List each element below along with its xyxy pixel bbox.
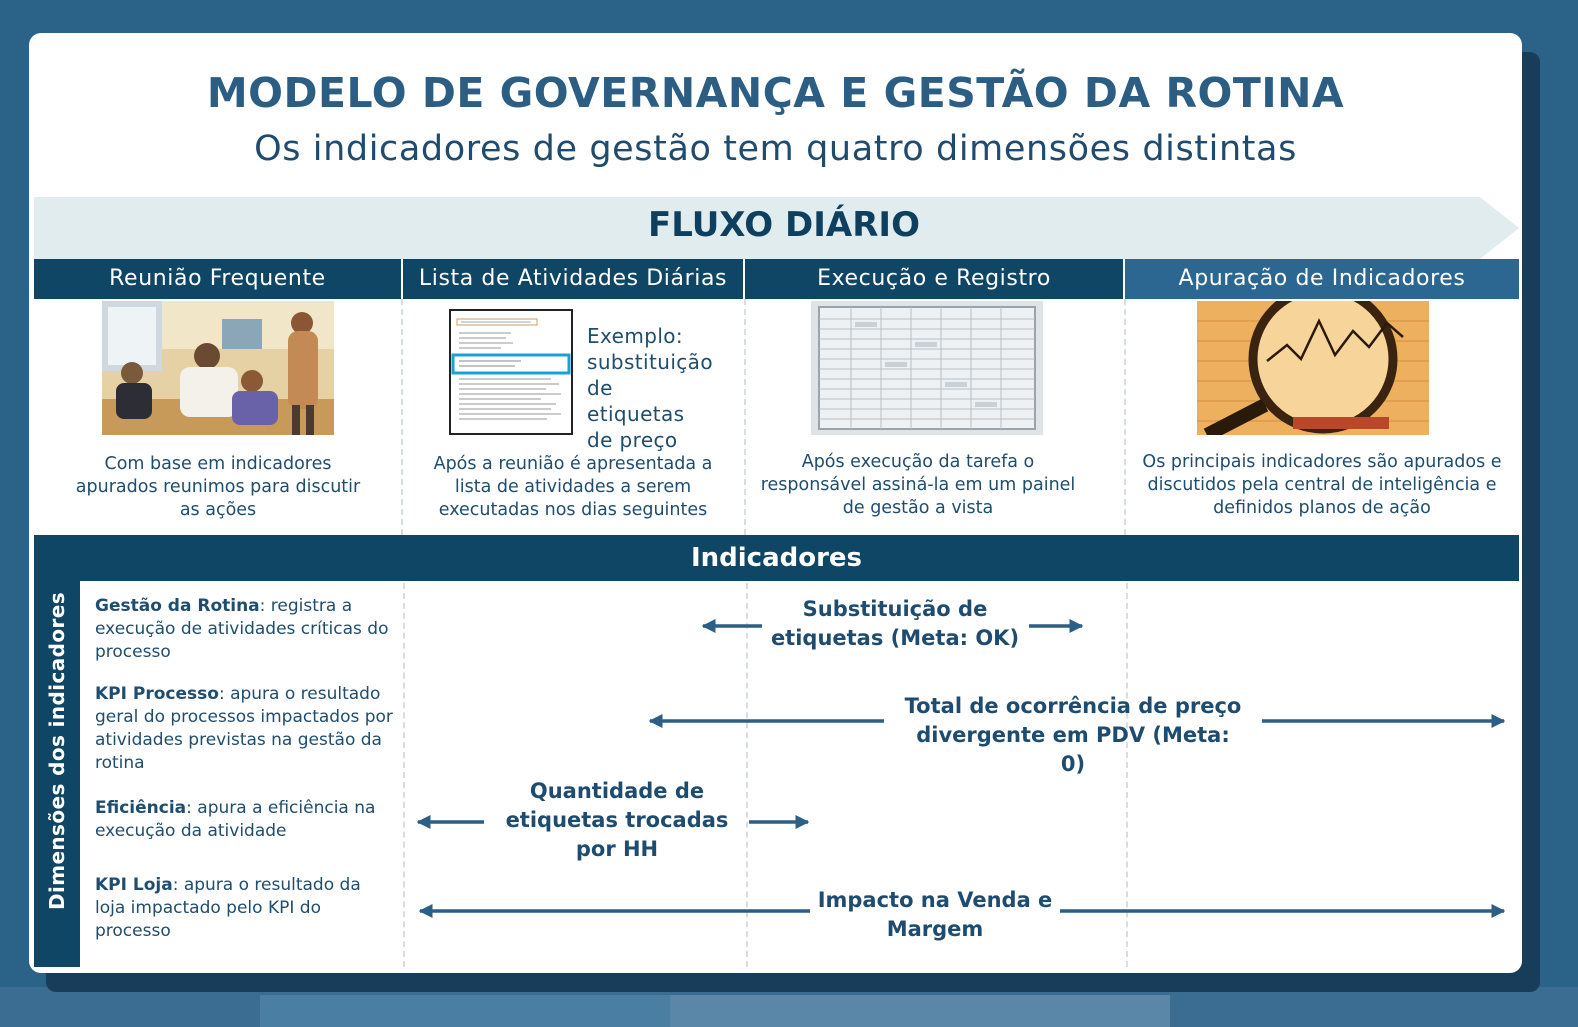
description-execucao: Após execução da tarefa o responsável assiná-la em um painel de gestão a vista <box>760 452 1076 518</box>
dimension-text: : apura a eficiência na execução da atividade <box>95 798 376 841</box>
indicator-line: Substituição de <box>802 597 988 621</box>
column-header-apuracao: Apuração de Indicadores <box>1125 259 1519 299</box>
indicator-line: Total de ocorrência de preço <box>904 694 1242 718</box>
page-title: MODELO DE GOVERNANÇA E GESTÃO DA ROTINA <box>206 69 1345 117</box>
dimensions-side-label: Dimensões dos indicadores <box>45 591 69 911</box>
dimension-name: KPI Processo <box>95 684 219 704</box>
description-apuracao: Os principais indicadores são apurados e discutidos pela central de inteligência e definidos planos de ação <box>1142 452 1502 518</box>
description-reuniao: Com base em indicadores apurados reunimos para discutir as ações <box>75 454 361 520</box>
column-header-execucao: Execução e Registro <box>745 259 1123 299</box>
indicator-ocorrencia-preco <box>901 692 1245 779</box>
flow-title: FLUXO DIÁRIO <box>648 205 920 245</box>
example-text: Exemplo: substituição de etiquetas de preço <box>587 324 713 452</box>
column-header-reuniao: Reunião Frequente <box>34 259 401 299</box>
dimension-text: : apura o resultado da loja impactado pelo KPI do processo <box>95 875 361 941</box>
dimension-name: Eficiência <box>95 798 187 818</box>
indicator-substituicao <box>759 595 1031 653</box>
indicator-line: Margem <box>886 917 984 941</box>
background-block <box>670 995 1170 1027</box>
indicator-line: etiquetas trocadas <box>505 808 729 832</box>
indicator-line: Impacto na Venda e <box>817 888 1053 912</box>
indicator-line: divergente em PDV (Meta: 0) <box>916 723 1230 776</box>
page-subtitle: Os indicadores de gestão tem quatro dimensões distintas <box>254 129 1297 169</box>
indicator-impacto-venda <box>815 886 1055 944</box>
indicators-bar: Indicadores <box>34 535 1519 581</box>
description-lista: Após a reunião é apresentada a lista de atividades a serem executadas nos dias seguintes <box>433 454 713 520</box>
main-card <box>29 33 1522 973</box>
indicator-line: por HH <box>575 837 659 861</box>
indicator-line: etiquetas (Meta: OK) <box>770 626 1020 650</box>
dimension-text: : apura o resultado geral do processos impactados por atividades previstas na gestão da rotina <box>95 684 393 773</box>
indicator-line: Quantidade de <box>529 779 705 803</box>
dimension-name: Gestão da Rotina <box>95 596 260 616</box>
dimension-name: KPI Loja <box>95 875 173 895</box>
column-header-lista: Lista de Atividades Diárias <box>403 259 743 299</box>
background-block <box>260 995 680 1027</box>
dimension-text: : registra a execução de atividades críticas do processo <box>95 596 389 662</box>
indicator-arrows <box>29 33 1522 973</box>
indicator-etiquetas-hh <box>497 777 737 864</box>
